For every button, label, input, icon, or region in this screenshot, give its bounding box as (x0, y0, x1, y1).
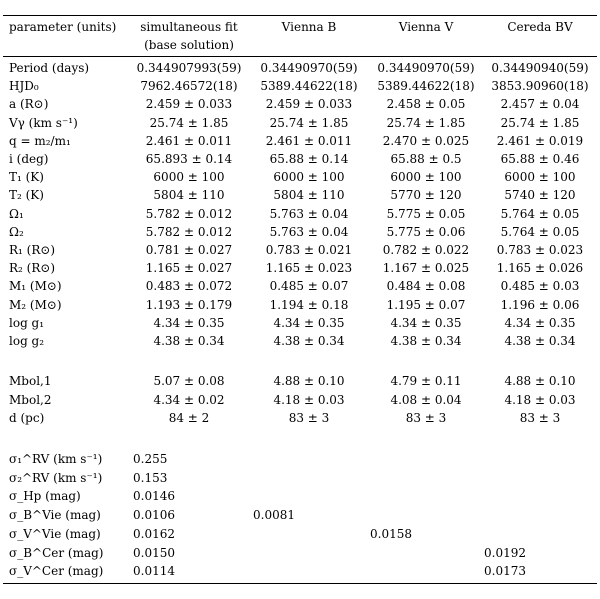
row-value: 5389.44622(18) (260, 79, 358, 94)
row-value: 25.74 ± 1.85 (500, 115, 580, 130)
table-row (3, 314, 597, 332)
row-value: 3853.90960(18) (491, 79, 589, 94)
row-parameter: σ_V^Vie (mag) (9, 526, 101, 541)
row-value: 0.0114 (133, 564, 175, 579)
row-value: 0.485 ± 0.07 (269, 279, 349, 294)
row-parameter: Period (days) (9, 61, 90, 75)
row-value: 0.0106 (133, 508, 175, 523)
row-value: 83 ± 3 (405, 411, 447, 425)
row-value: 4.18 ± 0.03 (504, 392, 576, 407)
row-value: 2.459 ± 0.033 (265, 97, 353, 112)
table-row (3, 469, 597, 487)
row-parameter: σ₁^RV (km s⁻¹) (9, 452, 103, 466)
table-row (3, 59, 597, 77)
row-value: 5770 ± 120 (390, 188, 462, 203)
row-value: 2.461 ± 0.019 (496, 133, 584, 148)
row-value: 0.34490970(59) (260, 61, 358, 75)
row-value: 5.764 ± 0.05 (500, 206, 580, 221)
table-row (3, 409, 597, 427)
row-value: 65.88 ± 0.5 (390, 152, 462, 166)
table-row (3, 506, 597, 524)
table-row (3, 241, 597, 259)
row-parameter: log g₁ (9, 315, 45, 330)
row-value: 4.34 ± 0.35 (504, 315, 576, 330)
header-row (3, 19, 597, 37)
row-value: 0.255 (133, 452, 168, 466)
row-value: 5.763 ± 0.04 (269, 224, 349, 239)
row-parameter: σ₂^RV (km s⁻¹) (9, 470, 103, 485)
row-parameter: T₁ (K) (9, 170, 44, 185)
row-value: 0.0192 (484, 545, 526, 560)
row-value: 5.782 ± 0.012 (145, 206, 233, 221)
table-row (3, 525, 597, 543)
row-parameter: σ_Hp (mag) (9, 489, 81, 504)
row-value: 0.485 ± 0.03 (500, 279, 580, 294)
table-row (3, 277, 597, 295)
row-parameter: a (R⊙) (9, 97, 49, 112)
row-value: 1.165 ± 0.023 (265, 261, 353, 276)
row-value: 5740 ± 120 (504, 188, 576, 203)
row-value: 65.88 ± 0.46 (500, 152, 580, 166)
row-value: 5.782 ± 0.012 (145, 224, 233, 239)
table-row (3, 259, 597, 277)
table-row (3, 223, 597, 241)
row-value: 4.34 ± 0.35 (273, 315, 345, 330)
row-value: 4.88 ± 0.10 (273, 374, 345, 388)
row-parameter: HJD₀ (9, 79, 39, 94)
row-value: 1.165 ± 0.027 (145, 261, 233, 276)
row-value: 4.08 ± 0.04 (390, 392, 462, 407)
row-value: 83 ± 3 (519, 411, 561, 425)
table-row (3, 77, 597, 95)
row-parameter: M₁ (M⊙) (9, 279, 62, 294)
header-cereda-bv: Cereda BV (507, 20, 573, 34)
row-parameter: σ_B^Vie (mag) (9, 508, 101, 523)
row-parameter: R₁ (R⊙) (9, 243, 56, 257)
row-value: 5.775 ± 0.06 (386, 224, 466, 239)
row-value: 4.18 ± 0.03 (273, 392, 345, 407)
header-row-2 (3, 37, 597, 55)
row-value: 0.483 ± 0.072 (145, 279, 233, 294)
table-row (3, 205, 597, 223)
row-value: 0.0146 (133, 489, 175, 504)
row-parameter: Ω₂ (9, 224, 24, 239)
row-parameter: Ω₁ (9, 206, 24, 221)
row-value: 1.165 ± 0.026 (496, 261, 584, 276)
row-value: 83 ± 3 (288, 411, 330, 425)
row-value: 0.781 ± 0.027 (145, 243, 233, 257)
row-value: 0.484 ± 0.08 (386, 279, 466, 294)
row-value: 5.07 ± 0.08 (153, 374, 225, 388)
row-value: 2.459 ± 0.033 (145, 97, 233, 112)
table-row (3, 544, 597, 562)
row-value: 0.34490940(59) (491, 61, 589, 75)
row-value: 4.88 ± 0.10 (504, 374, 576, 388)
row-value: 6000 ± 100 (153, 170, 225, 185)
row-value: 2.470 ± 0.025 (382, 133, 470, 148)
row-parameter: i (deg) (9, 152, 49, 166)
row-value: 65.893 ± 0.14 (145, 152, 233, 166)
table-row (3, 391, 597, 409)
row-value: 25.74 ± 1.85 (386, 115, 466, 130)
row-value: 6000 ± 100 (504, 170, 576, 185)
row-parameter: q = m₂/m₁ (9, 133, 71, 148)
row-value: 7962.46572(18) (140, 79, 238, 94)
row-value: 5389.44622(18) (377, 79, 475, 94)
row-value: 25.74 ± 1.85 (149, 115, 229, 130)
row-value: 4.38 ± 0.34 (273, 334, 345, 348)
row-value: 4.79 ± 0.11 (390, 374, 462, 388)
header-simfit-line1: simultaneous fit (140, 20, 238, 34)
table-row (3, 296, 597, 314)
table-row (3, 332, 597, 350)
row-value: 0.783 ± 0.021 (265, 243, 353, 257)
table-row (3, 372, 597, 390)
header-rule (3, 56, 597, 57)
row-value: 6000 ± 100 (390, 170, 462, 185)
row-value: 1.196 ± 0.06 (500, 297, 580, 312)
row-value: 0.0081 (253, 508, 295, 523)
table-row (3, 95, 597, 113)
row-value: 0.783 ± 0.023 (496, 243, 584, 257)
row-parameter: Mbol,2 (9, 392, 52, 407)
row-value: 0.0173 (484, 564, 526, 579)
row-parameter: log g₂ (9, 334, 45, 348)
row-parameter: σ_V^Cer (mag) (9, 564, 104, 579)
row-value: 5804 ± 110 (273, 188, 345, 203)
row-value: 1.195 ± 0.07 (386, 297, 466, 312)
table-row (3, 132, 597, 150)
row-value: 4.34 ± 0.35 (153, 315, 225, 330)
row-value: 0.782 ± 0.022 (382, 243, 470, 257)
row-value: 84 ± 2 (168, 411, 210, 425)
row-value: 5.775 ± 0.05 (386, 206, 466, 221)
row-value: 5804 ± 110 (153, 188, 225, 203)
row-value: 0.153 (133, 470, 168, 485)
header-vienna-b: Vienna B (281, 20, 337, 34)
row-parameter: T₂ (K) (9, 188, 44, 203)
row-value: 2.461 ± 0.011 (265, 133, 353, 148)
row-value: 0.0162 (133, 526, 175, 541)
table-row (3, 562, 597, 580)
header-vienna-v: Vienna V (398, 20, 454, 34)
row-value: 0.0158 (370, 526, 412, 541)
table-row (3, 150, 597, 168)
row-value: 4.34 ± 0.35 (390, 315, 462, 330)
row-parameter: d (pc) (9, 411, 45, 425)
row-value: 4.38 ± 0.34 (390, 334, 462, 348)
row-value: 2.461 ± 0.011 (145, 133, 233, 148)
row-parameter: Vγ (km s⁻¹) (9, 115, 78, 130)
row-value: 1.194 ± 0.18 (269, 297, 349, 312)
row-value: 2.457 ± 0.04 (500, 97, 580, 112)
row-parameter: M₂ (M⊙) (9, 297, 62, 312)
table-row (3, 487, 597, 505)
row-value: 25.74 ± 1.85 (269, 115, 349, 130)
row-value: 4.38 ± 0.34 (153, 334, 225, 348)
row-value: 5.763 ± 0.04 (269, 206, 349, 221)
row-value: 6000 ± 100 (273, 170, 345, 185)
row-parameter: Mbol,1 (9, 374, 52, 388)
table-row (3, 186, 597, 204)
row-parameter: σ_B^Cer (mag) (9, 545, 104, 560)
bottom-rule (3, 583, 597, 584)
row-value: 65.88 ± 0.14 (269, 152, 349, 166)
header-simfit-line2: (base solution) (144, 38, 234, 52)
top-rule (3, 15, 597, 16)
row-value: 4.38 ± 0.34 (504, 334, 576, 348)
row-value: 2.458 ± 0.05 (386, 97, 466, 112)
row-value: 5.764 ± 0.05 (500, 224, 580, 239)
row-value: 1.167 ± 0.025 (382, 261, 470, 276)
row-value: 0.0150 (133, 545, 175, 560)
row-parameter: R₂ (R⊙) (9, 261, 56, 276)
header-param: parameter (units) (9, 20, 117, 34)
table-row (3, 168, 597, 186)
row-value: 4.34 ± 0.02 (153, 392, 225, 407)
table-row (3, 450, 597, 468)
row-value: 1.193 ± 0.179 (145, 297, 233, 312)
row-value: 0.344907993(59) (136, 61, 242, 75)
table-row (3, 114, 597, 132)
row-value: 0.34490970(59) (377, 61, 475, 75)
